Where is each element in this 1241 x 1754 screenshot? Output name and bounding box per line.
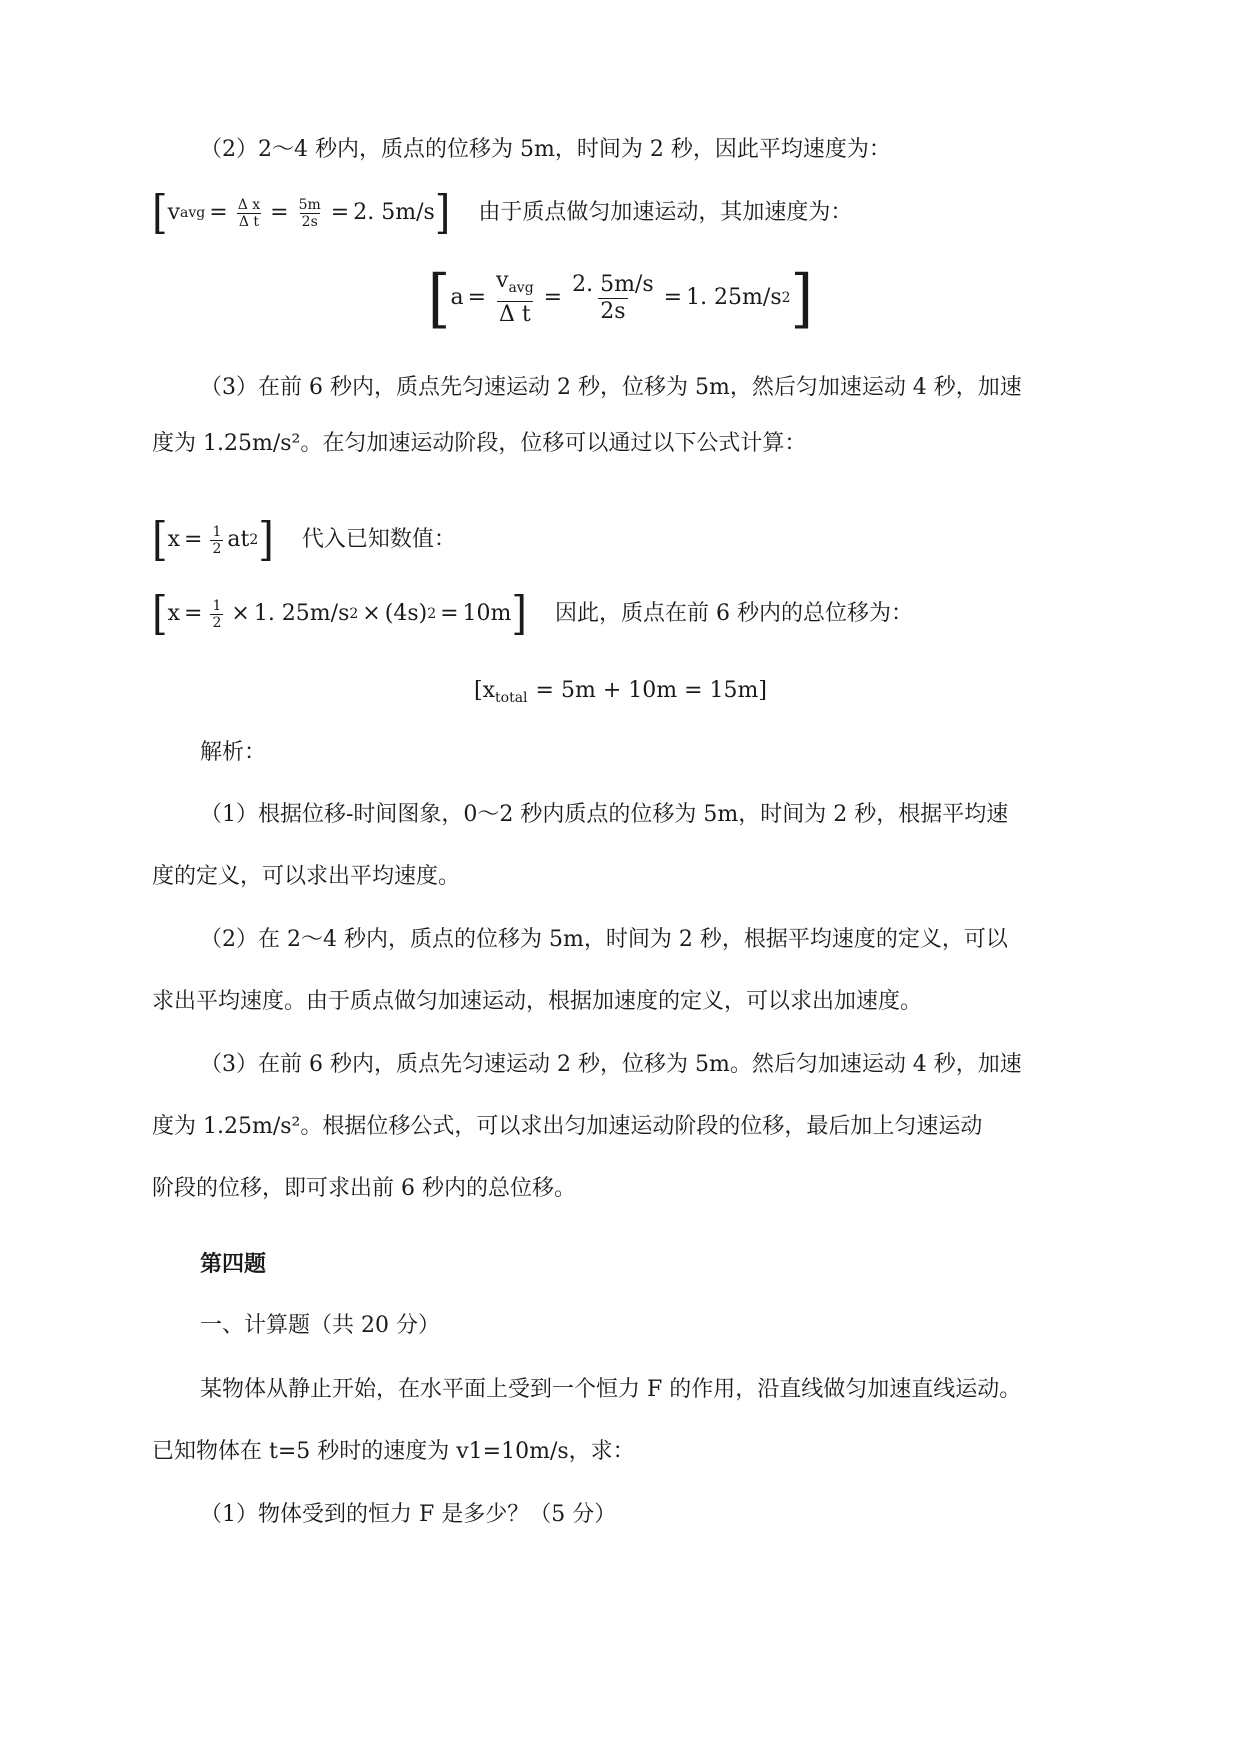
text-line: （2）2～4 秒内，质点的位移为 5m，时间为 2 秒，因此平均速度为： xyxy=(200,137,891,162)
text-line: 度的定义，可以求出平均速度。 xyxy=(152,864,461,889)
subsection-heading: 一、计算题（共 20 分） xyxy=(200,1313,440,1338)
equation-line-total xyxy=(0,676,1241,713)
text-line: 阶段的位移，即可求出前 6 秒内的总位移。 xyxy=(152,1176,576,1201)
equation-line-x: [ x = $\frac{1}{2}$ at 2 ] 代入已知数值： xyxy=(152,513,456,567)
equation-line-x-values: [ x = $\frac{1}{2}$ × 1. 25m/s 2 × (4s) 2 = 10m ] 因此，质点在前 6 秒内的总位移为： xyxy=(152,587,914,641)
text-line: （3）在前 6 秒内，质点先匀速运动 2 秒，位移为 5m，然后匀加速运动 4 秒，加速 xyxy=(200,375,1022,400)
text-line: 已知物体在 t=5 秒时的速度为 v1=10m/s，求： xyxy=(152,1439,635,1464)
text-line: 度为 1.25m/s²。在匀加速运动阶段，位移可以通过以下公式计算： xyxy=(152,431,807,456)
equation-x-values: [ x = $\frac{1}{2}$ × 1. 25m/s 2 × (4s) 2 = 10m ] xyxy=(152,587,528,641)
section-heading: 第四题 xyxy=(200,1251,267,1277)
text-line: 求出平均速度。由于质点做匀加速运动，根据加速度的定义，可以求出加速度。 xyxy=(152,989,923,1014)
text-line: 某物体从静止开始，在水平面上受到一个恒力 F 的作用，沿直线做匀加速直线运动。 xyxy=(200,1377,1022,1402)
equation-accel: [ a = $\frac{v_{avg}}{\text{Δ t}}$ = $\frac{2. 5m/s}{2s}$ = 1. 25m/s 2 ] xyxy=(427,260,814,336)
equation-line-vavg xyxy=(152,186,1241,240)
text-line: （2）在 2～4 秒内，质点的位移为 5m，时间为 2 秒，根据平均速度的定义，可以 xyxy=(200,927,1008,952)
equation-total: $[x_{total} = 5m + 10m = 15m]$ xyxy=(474,678,767,706)
text-line: 度为 1.25m/s²。根据位移公式，可以求出匀加速运动阶段的位移，最后加上匀速运动 xyxy=(152,1114,983,1139)
text-line: （1）物体受到的恒力 F 是多少？（5 分） xyxy=(200,1502,617,1527)
text-line: （3）在前 6 秒内，质点先匀速运动 2 秒，位移为 5m。然后匀加速运动 4 秒，加速 xyxy=(200,1052,1022,1077)
equation-vavg: [ v avg = $\frac{\text{Δ x}}{\text{Δ t}}$ = $\frac{5m}{2s}$ = 2. 5m/s ] xyxy=(152,186,451,240)
equation-follow-text: 由于质点做匀加速运动，其加速度为： xyxy=(478,200,853,225)
text-line: （1）根据位移-时间图象，0～2 秒内质点的位移为 5m，时间为 2 秒，根据平均速 xyxy=(200,802,1009,827)
equation-line-accel xyxy=(0,260,1241,336)
equation-x-formula: [ x = $\frac{1}{2}$ at 2 ] xyxy=(152,513,274,567)
analysis-heading: 解析： xyxy=(200,740,267,765)
